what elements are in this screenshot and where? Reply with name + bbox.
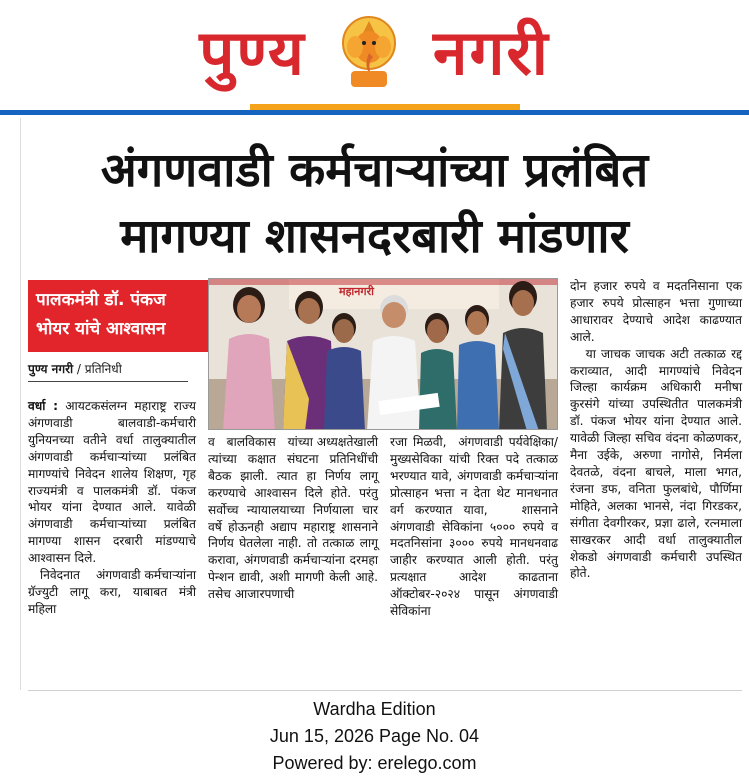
photo-banner-text: महानगरी bbox=[339, 285, 374, 298]
title-left: पुण्य bbox=[199, 15, 306, 89]
column-1-paragraph-2: निवेदनात अंगणवाडी कर्मचाऱ्यांना ग्रॅज्युटी लागू करा, याबाबत मंत्री महिला bbox=[28, 568, 200, 616]
ganesh-logo bbox=[337, 13, 401, 93]
byline-role: प्रतिनिधी bbox=[84, 362, 122, 376]
byline bbox=[28, 360, 188, 382]
column-3-text: रजा मिळवी, अंगणवाडी पर्यवेक्षिका/ मुख्यसेविका यांची रिक्त पदे तत्काळ भरण्यात यावे, अंगणवाडी कर्मचाऱ्यांना प्रोत्साहन भत्ता न देता थेट मानधनात वर्ग करण्यात यावा, शासनाने अंगणवाडी सेविकांना ५००० रुपये व मदतनिसांना ३००० रुपये मानधनवाढ जाहीर करण्यात आली होती. परंतु प्रत्यक्षात आदेश काढताना ऑक्टोबर-२०२४ पासून अंगणवाडी सेविकांना bbox=[390, 435, 562, 619]
masthead bbox=[0, 0, 749, 118]
article-column-3 bbox=[390, 434, 562, 620]
dateline: वर्धा : bbox=[28, 399, 58, 413]
group-photo bbox=[209, 279, 558, 430]
article-column-4 bbox=[570, 278, 746, 582]
subheading-line-1: पालकमंत्री डॉ. पंकज bbox=[36, 290, 166, 310]
headline-line-2: मागण्या शासनदरबारी मांडणार bbox=[120, 209, 629, 264]
article-column-2 bbox=[208, 434, 382, 603]
column-4-paragraph-2: या जाचक जाचक अटी तत्काळ रद्द कराव्यात, आदी मागण्यांचे निवेदन जिल्हा कार्यक्रम अधिकारी मनीषा कुरसंगे यांच्या उपस्थितीत पालकमंत्री डॉ. पंकज भोयर यांना देण्यात आले. यावेळी जिल्हा सचिव वंदना कोळणकर, मैना उईके, अरुणा नागोसे, निर्मला देवतळे, वंदना बाचले, माला भगत, रंजना डफ, वनिता फुलबांधे, पौर्णिमा मोहिते, अलका भानसे, नंदा गिरडकर, संगीता देवगीरकर, प्रज्ञा ढाले, रत्नमाला साखरकर आदी वर्धा तालुक्यातील शेकडो अंगणवाडी कर्मचारी उपस्थित होते. bbox=[570, 346, 746, 581]
powered-by-link[interactable]: Powered by: erelego.com bbox=[272, 753, 477, 773]
date-page-label: Jun 15, 2026 Page No. 04 bbox=[269, 726, 480, 746]
footer bbox=[0, 696, 749, 777]
column-4-paragraph-1: दोन हजार रुपये व मदतनिसाना एक हजार रुपये प्रोत्साहन भत्ता गुणाच्या आधारावर देण्याचे आदेश काढण्यात आले. bbox=[570, 279, 742, 344]
title-right: नगरी bbox=[433, 15, 550, 89]
byline-separator: / bbox=[73, 362, 85, 376]
subheading-box bbox=[28, 280, 208, 352]
column-2-text: व बालविकास यांच्या अध्यक्षतेखाली त्यांच्या कक्षात संघटना प्रतिनिधींची बैठक झाली. त्यात हा निर्णय लागू करण्याचे आश्वासन दिले होते. परंतु सर्वोच्च न्यायालयाच्या निर्णयाला चार वर्षे होऊनही अद्याप महाराष्ट्र शासनाने निर्णय घेतलेला नाही. तो तत्काळ लागू करावा, अंगणवाडी कर्मचाऱ्यांना दरमहा पेन्शन द्यावी, अशी मागणी केली आहे. तसेच आजारपणाची bbox=[208, 435, 382, 602]
column-1-text-1: आयटकसंलग्न महाराष्ट्र राज्य अंगणवाडी बालवाडी-कर्मचारी युनियनच्या वतीने वर्धा तालुक्यातील अंगणवाडी कर्मचाऱ्यांच्या प्रलंबित मागण्यांचे निवेदन शालेय शिक्षण, गृह राज्यमंत्री व पालकमंत्री डॉ. पंकज भोयर यांना देण्यात आले. यावेळी अंगणवाडी कर्मचाऱ्यांच्या प्रलंबित मागण्या शासन दरबारी मांडण्याचे आश्वासन दिले. bbox=[28, 399, 196, 566]
column-1-paragraph-1 bbox=[28, 398, 196, 567]
article-headline bbox=[10, 138, 739, 270]
byline-paper: पुण्य नगरी bbox=[28, 362, 74, 376]
article-column-1 bbox=[28, 398, 200, 618]
newspaper-title[interactable] bbox=[0, 6, 749, 96]
headline-line-1: अंगणवाडी कर्मचाऱ्यांच्या प्रलंबित bbox=[100, 143, 649, 198]
footer-divider bbox=[28, 690, 742, 691]
subheading-line-2: भोयर यांचे आश्वासन bbox=[36, 319, 166, 339]
masthead-blue-rule bbox=[0, 110, 749, 115]
article-photo[interactable] bbox=[208, 278, 558, 430]
edition-label: Wardha Edition bbox=[313, 699, 436, 719]
